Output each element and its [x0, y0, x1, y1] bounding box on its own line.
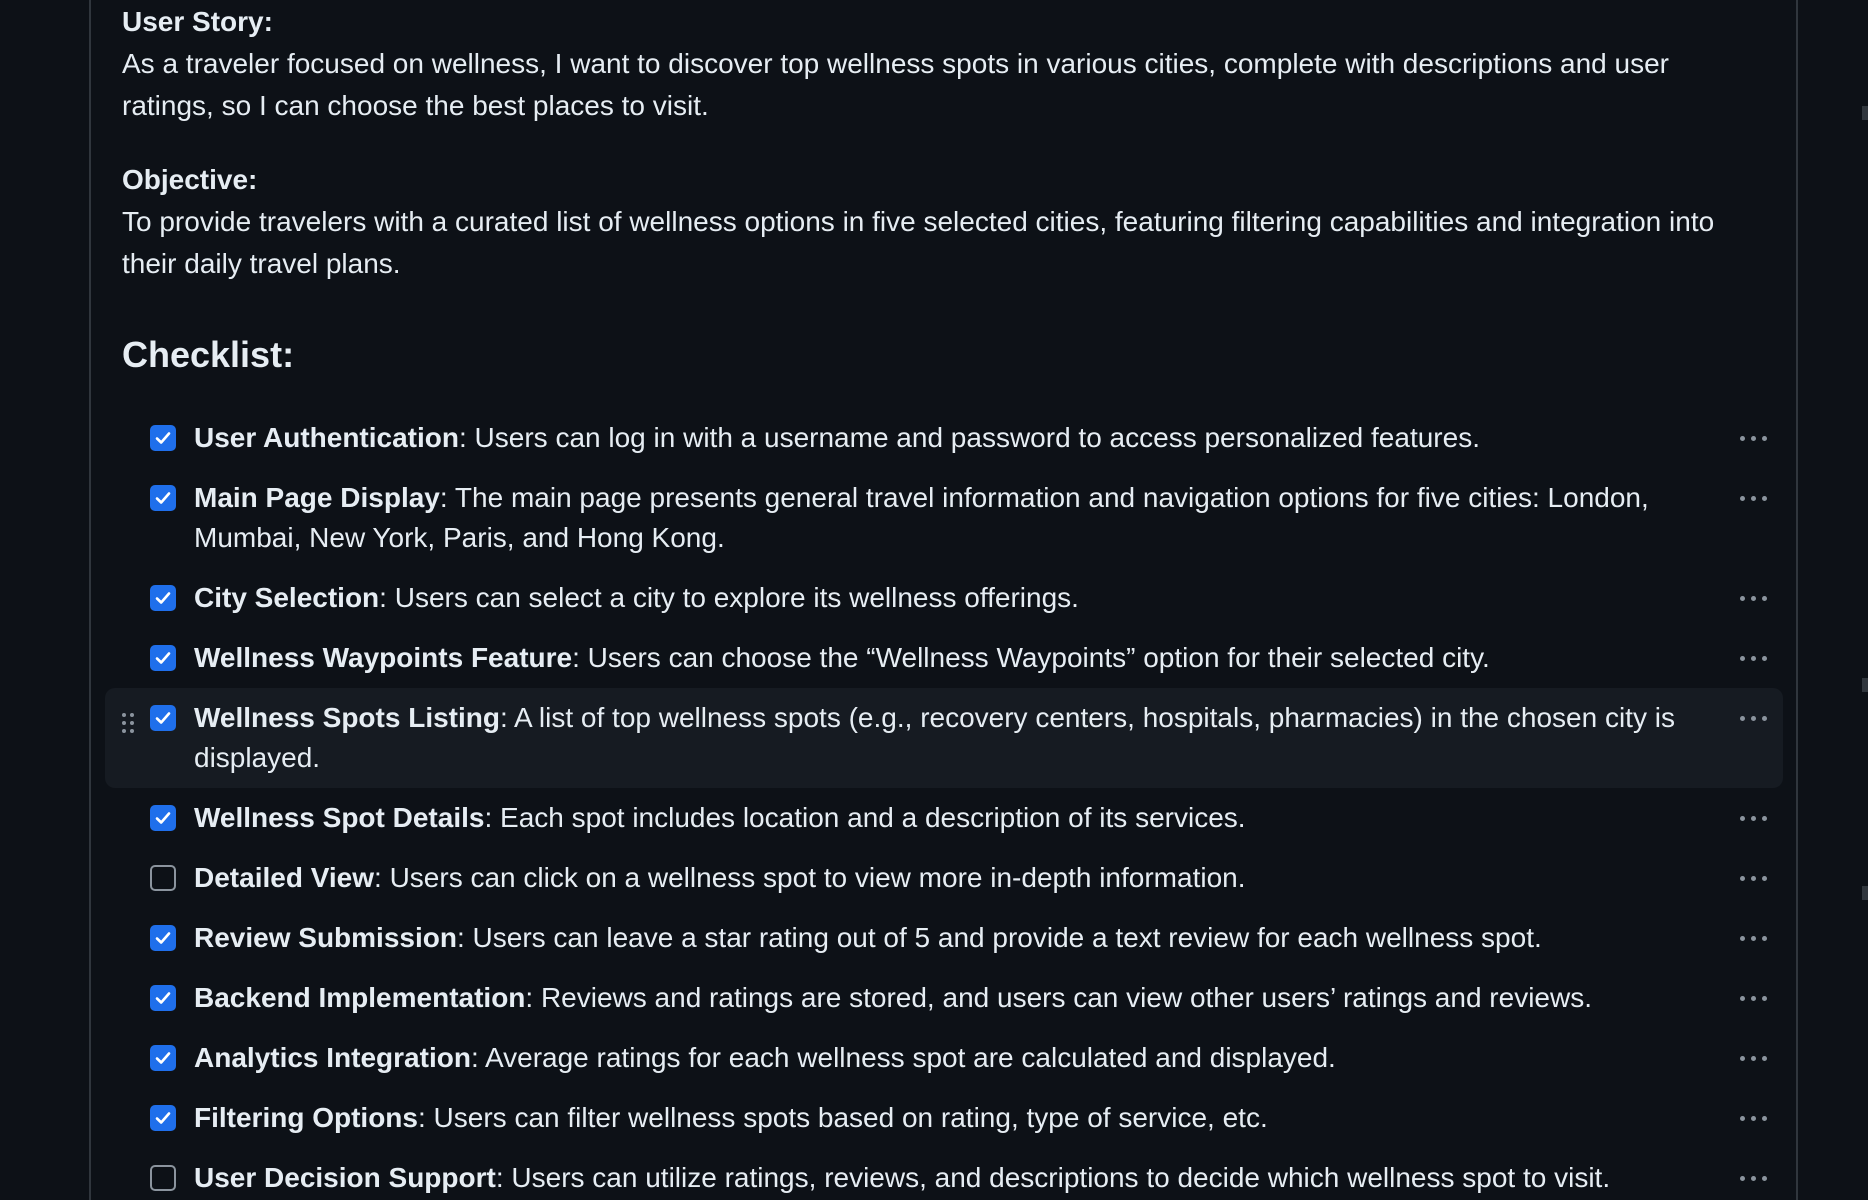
task-description: : Reviews and ratings are stored, and users can view other users’ ratings and reviews.: [525, 982, 1592, 1013]
checkbox-unchecked-icon[interactable]: [150, 865, 176, 891]
task-description: : Each spot includes location and a description of its services.: [484, 802, 1246, 833]
kebab-horizontal-icon[interactable]: [1733, 644, 1773, 672]
task-title: Backend Implementation: [194, 982, 526, 1013]
task-description: : Users can click on a wellness spot to view more in-depth information.: [374, 862, 1246, 893]
checkbox-checked-icon[interactable]: [150, 925, 176, 951]
checkbox-checked-icon[interactable]: [150, 805, 176, 831]
task-description: : Users can log in with a username and password to access personalized features.: [459, 422, 1480, 453]
task-description: : Users can filter wellness spots based on rating, type of service, etc.: [418, 1102, 1268, 1133]
task-item[interactable]: [105, 688, 1783, 788]
task-item[interactable]: [105, 908, 1783, 968]
checkbox-checked-icon[interactable]: [150, 645, 176, 671]
task-item[interactable]: [105, 1148, 1783, 1200]
grabber-icon[interactable]: [121, 706, 135, 730]
kebab-horizontal-icon[interactable]: [1733, 1044, 1773, 1072]
task-item[interactable]: [105, 468, 1783, 568]
task-item[interactable]: [105, 968, 1783, 1028]
task-title: User Authentication: [194, 422, 459, 453]
task-item[interactable]: [105, 1088, 1783, 1148]
task-item[interactable]: [105, 848, 1783, 908]
task-title: Filtering Options: [194, 1102, 418, 1133]
checkbox-unchecked-icon[interactable]: [150, 1165, 176, 1191]
task-description: : Users can utilize ratings, reviews, and descriptions to decide which wellness spot to visit.: [495, 1162, 1611, 1193]
kebab-horizontal-icon[interactable]: [1733, 804, 1773, 832]
kebab-horizontal-icon[interactable]: [1733, 984, 1773, 1012]
scrollbar-marker: [1862, 106, 1868, 120]
task-title: Main Page Display: [194, 482, 440, 513]
checklist-heading: Checklist:: [122, 334, 295, 375]
checkbox-checked-icon[interactable]: [150, 485, 176, 511]
task-title: City Selection: [194, 582, 380, 613]
task-description: : The main page presents general travel information and navigation options for five cities: London, Mumbai, New York, Paris, and Hong Kong.: [194, 482, 1649, 553]
task-item[interactable]: [105, 408, 1783, 468]
kebab-horizontal-icon[interactable]: [1733, 1164, 1773, 1192]
checkbox-checked-icon[interactable]: [150, 585, 176, 611]
kebab-horizontal-icon[interactable]: [1733, 704, 1773, 732]
task-title: Review Submission: [194, 922, 457, 953]
kebab-horizontal-icon[interactable]: [1733, 864, 1773, 892]
scrollbar-marker: [1862, 678, 1868, 692]
checkbox-checked-icon[interactable]: [150, 1105, 176, 1131]
task-title: Detailed View: [194, 862, 375, 893]
task-item[interactable]: [105, 628, 1783, 688]
task-description: : Average ratings for each wellness spot are calculated and displayed.: [470, 1042, 1336, 1073]
task-title: Analytics Integration: [194, 1042, 471, 1073]
task-item[interactable]: [105, 1028, 1783, 1088]
task-description: : Users can choose the “Wellness Waypoints” option for their selected city.: [572, 642, 1490, 673]
user-story-text: As a traveler focused on wellness, I want to discover top wellness spots in various cities, complete with descriptions and user ratings, so I can choose the best places to visit.: [122, 48, 1669, 121]
scrollbar-marker: [1862, 886, 1868, 900]
task-description: : Users can leave a star rating out of 5 and provide a text review for each wellness spot.: [456, 922, 1542, 953]
checkbox-checked-icon[interactable]: [150, 1045, 176, 1071]
user-story-label: User Story:: [122, 6, 273, 37]
task-title: Wellness Spot Details: [194, 802, 485, 833]
task-title: User Decision Support: [194, 1162, 496, 1193]
kebab-horizontal-icon[interactable]: [1733, 584, 1773, 612]
kebab-horizontal-icon[interactable]: [1733, 1104, 1773, 1132]
task-description: : A list of top wellness spots (e.g., recovery centers, hospitals, pharmacies) in the chosen city is displayed.: [194, 702, 1675, 773]
checkbox-checked-icon[interactable]: [150, 985, 176, 1011]
checkbox-checked-icon[interactable]: [150, 705, 176, 731]
kebab-horizontal-icon[interactable]: [1733, 484, 1773, 512]
task-title: Wellness Spots Listing: [194, 702, 500, 733]
task-item[interactable]: [105, 788, 1783, 848]
kebab-horizontal-icon[interactable]: [1733, 424, 1773, 452]
task-description: : Users can select a city to explore its wellness offerings.: [379, 582, 1079, 613]
checklist: [105, 408, 1783, 1200]
objective-text: To provide travelers with a curated list of wellness options in five selected cities, featuring filtering capabilities and integration into their daily travel plans.: [122, 206, 1715, 279]
checkbox-checked-icon[interactable]: [150, 425, 176, 451]
task-item[interactable]: [105, 568, 1783, 628]
task-title: Wellness Waypoints Feature: [194, 642, 573, 673]
kebab-horizontal-icon[interactable]: [1733, 924, 1773, 952]
objective-label: Objective:: [122, 164, 258, 195]
